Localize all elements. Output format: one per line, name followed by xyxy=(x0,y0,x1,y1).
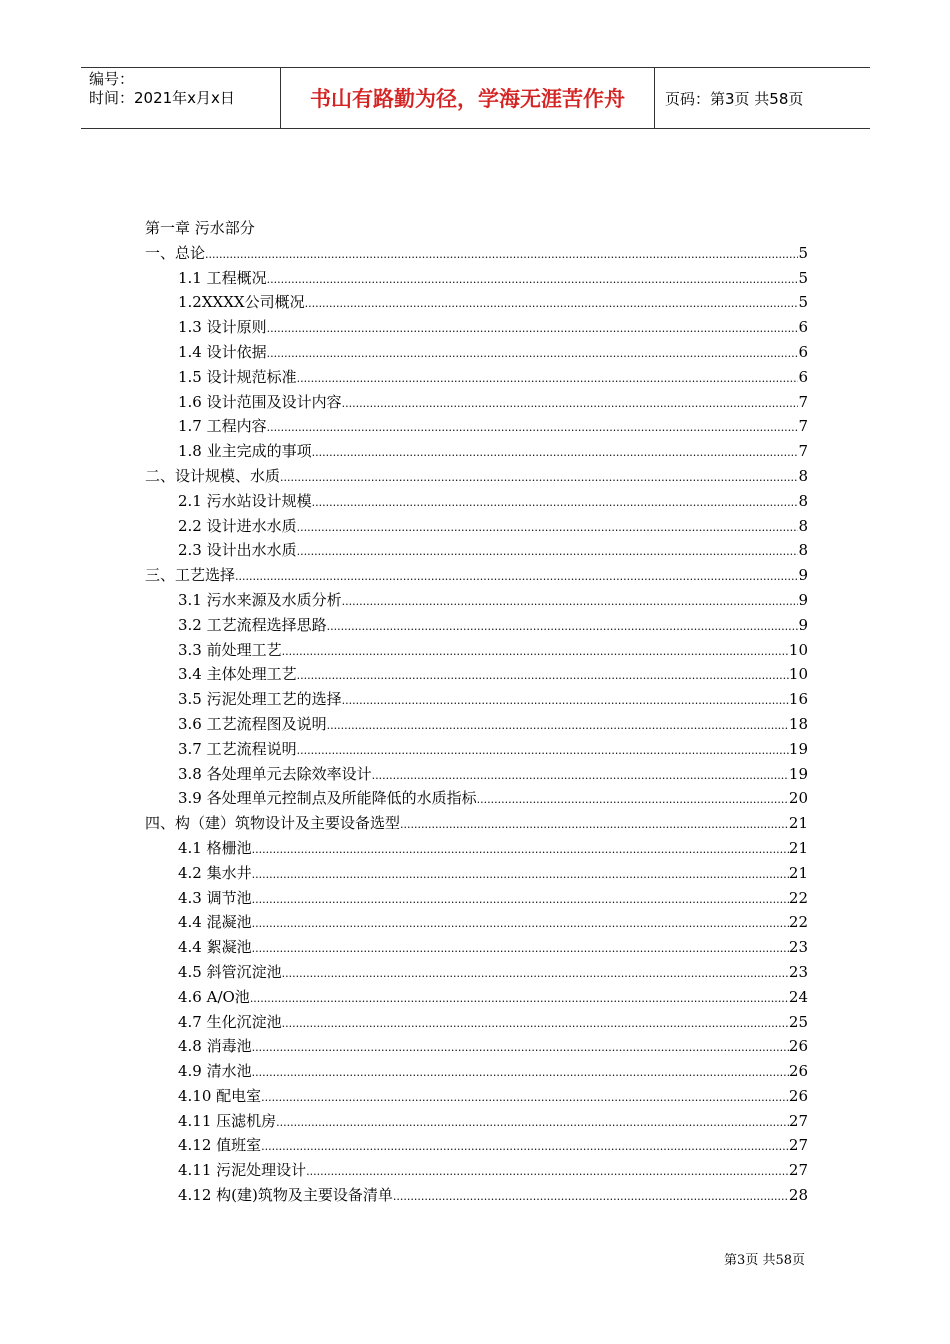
toc-leader-dots xyxy=(235,565,798,590)
toc-entry-label: 1.7 工程内容 xyxy=(178,417,267,436)
toc-entry-page: 9 xyxy=(798,615,808,634)
toc-entry-page: 9 xyxy=(798,590,808,609)
toc-entry-label: 4.4 混凝池 xyxy=(178,913,252,932)
toc-leader-dots xyxy=(327,714,789,739)
toc-entry[interactable] xyxy=(145,935,808,960)
toc-entry[interactable] xyxy=(145,762,808,787)
toc-entry-page: 8 xyxy=(798,516,808,535)
toc-leader-dots xyxy=(252,838,789,863)
toc-entry[interactable] xyxy=(145,241,808,266)
toc-leader-dots xyxy=(312,491,799,516)
toc-entry-page: 27 xyxy=(788,1136,808,1155)
toc-entry-page: 24 xyxy=(788,987,808,1006)
toc-leader-dots xyxy=(261,1135,789,1160)
toc-leader-dots xyxy=(312,441,799,466)
toc-entry-label: 2.1 污水站设计规模 xyxy=(178,491,312,510)
toc-entry[interactable] xyxy=(145,514,808,539)
toc-entry[interactable] xyxy=(145,266,808,291)
toc-entry-page: 18 xyxy=(788,714,808,733)
toc-entry[interactable] xyxy=(145,960,808,985)
toc-leader-dots xyxy=(205,243,798,268)
toc-entry[interactable] xyxy=(145,861,808,886)
toc-leader-dots xyxy=(297,664,789,689)
toc-entry-page: 8 xyxy=(798,541,808,560)
toc-entry-label: 3.2 工艺流程选择思路 xyxy=(178,615,327,634)
toc-entry-label: 3.6 工艺流程图及说明 xyxy=(178,714,327,733)
toc-leader-dots xyxy=(280,466,798,491)
toc-entry[interactable] xyxy=(145,662,808,687)
toc-entry-label: 3.5 污泥处理工艺的选择 xyxy=(178,690,342,709)
toc-leader-dots xyxy=(282,1012,789,1037)
toc-entry[interactable] xyxy=(145,588,808,613)
toc-entry-label: 4.7 生化沉淀池 xyxy=(178,1012,282,1031)
toc-entry[interactable] xyxy=(145,886,808,911)
toc-entry-page: 21 xyxy=(788,838,808,857)
toc-leader-dots xyxy=(267,317,799,342)
document-number-label: 编号： xyxy=(89,70,135,88)
toc-entry-page: 10 xyxy=(788,665,808,684)
toc-entry[interactable] xyxy=(145,687,808,712)
toc-leader-dots xyxy=(250,987,789,1012)
toc-entry[interactable] xyxy=(145,315,808,340)
toc-entry-label: 3.7 工艺流程说明 xyxy=(178,739,297,758)
toc-leader-dots xyxy=(282,962,789,987)
toc-entry-page: 22 xyxy=(788,888,808,907)
toc-leader-dots xyxy=(276,1111,789,1136)
toc-entry-page: 5 xyxy=(798,243,808,262)
chapter-title: 第一章 污水部分 xyxy=(145,219,255,237)
toc-entry[interactable] xyxy=(145,365,808,390)
toc-entry[interactable] xyxy=(145,1084,808,1109)
toc-leader-dots xyxy=(252,863,789,888)
toc-leader-dots xyxy=(297,516,799,541)
toc-entry[interactable] xyxy=(145,489,808,514)
toc-entry[interactable] xyxy=(145,1059,808,1084)
toc-entry-page: 27 xyxy=(788,1111,808,1130)
toc-entry[interactable] xyxy=(145,464,808,489)
toc-leader-dots xyxy=(252,1036,789,1061)
toc-entry-page: 26 xyxy=(788,1037,808,1056)
toc-entry-page: 19 xyxy=(788,764,808,783)
page-header xyxy=(81,67,870,129)
toc-leader-dots xyxy=(477,788,789,813)
toc-entry-label: 4.5 斜管沉淀池 xyxy=(178,962,282,981)
toc-entry-label: 3.3 前处理工艺 xyxy=(178,640,282,659)
document-date-label: 时间：2021年x月x日 xyxy=(89,89,235,107)
toc-entry-page: 7 xyxy=(798,417,808,436)
toc-entry[interactable] xyxy=(145,1133,808,1158)
toc-entry[interactable] xyxy=(145,1109,808,1134)
toc-entry-label: 4.11 压滤机房 xyxy=(178,1111,277,1130)
toc-entry[interactable] xyxy=(145,712,808,737)
toc-leader-dots xyxy=(342,392,799,417)
toc-entry-label: 3.1 污水来源及水质分析 xyxy=(178,590,342,609)
toc-entry-page: 6 xyxy=(798,367,808,386)
toc-entry-page: 5 xyxy=(798,268,808,287)
toc-leader-dots xyxy=(252,1061,789,1086)
header-motto: 书山有路勤为径，学海无涯苦作舟 xyxy=(281,68,655,128)
toc-entry-label: 1.3 设计原则 xyxy=(178,318,267,337)
toc-entry-label: 3.9 各处理单元控制点及所能降低的水质指标 xyxy=(178,789,477,808)
toc-leader-dots xyxy=(282,640,789,665)
toc-entry[interactable] xyxy=(145,414,808,439)
toc-leader-dots xyxy=(252,888,789,913)
toc-entry-label: 4.12 构(建)筑物及主要设备清单 xyxy=(178,1186,393,1205)
toc-entry-page: 23 xyxy=(788,962,808,981)
toc-entry[interactable] xyxy=(145,538,808,563)
toc-leader-dots xyxy=(297,739,789,764)
toc-entry[interactable] xyxy=(145,1034,808,1059)
toc-entry-label: 4.8 消毒池 xyxy=(178,1037,252,1056)
toc-leader-dots xyxy=(393,1185,789,1210)
toc-entry-label: 1.5 设计规范标准 xyxy=(178,367,297,386)
toc-entry[interactable] xyxy=(145,439,808,464)
toc-entry-page: 26 xyxy=(788,1062,808,1081)
toc-entry-label: 4.9 清水池 xyxy=(178,1062,252,1081)
toc-leader-dots xyxy=(267,416,799,441)
toc-entry-label: 4.10 配电室 xyxy=(178,1086,262,1105)
toc-entry-page: 7 xyxy=(798,392,808,411)
toc-entry-label: 4.4 絮凝池 xyxy=(178,938,252,957)
toc-leader-dots xyxy=(267,268,799,293)
toc-entry[interactable] xyxy=(145,613,808,638)
toc-leader-dots xyxy=(372,764,789,789)
toc-entry-label: 4.12 值班室 xyxy=(178,1136,262,1155)
toc-entry-page: 6 xyxy=(798,342,808,361)
page-footer: 第3页 共58页 xyxy=(724,1253,805,1268)
toc-entry-page: 21 xyxy=(788,814,808,833)
header-page-number: 页码：第3页 共58页 xyxy=(665,89,804,108)
toc-entry-label: 4.2 集水井 xyxy=(178,863,252,882)
toc-entry-label: 3.4 主体处理工艺 xyxy=(178,665,297,684)
toc-entry-label: 一、总论 xyxy=(145,243,206,262)
toc-entry[interactable] xyxy=(145,290,808,315)
toc-entry-page: 10 xyxy=(788,640,808,659)
toc-entry-label: 四、构（建）筑物设计及主要设备选型 xyxy=(145,814,401,833)
toc-entry[interactable] xyxy=(145,563,808,588)
toc-entry-list xyxy=(145,241,808,1208)
toc-entry-label: 2.2 设计进水水质 xyxy=(178,516,297,535)
toc-leader-dots xyxy=(261,1086,789,1111)
toc-leader-dots xyxy=(342,689,789,714)
toc-entry[interactable] xyxy=(145,1010,808,1035)
toc-entry-page: 20 xyxy=(788,789,808,808)
toc-entry-page: 22 xyxy=(788,913,808,932)
toc-entry[interactable] xyxy=(145,340,808,365)
toc-leader-dots xyxy=(400,813,789,838)
toc-entry-page: 9 xyxy=(798,566,808,585)
toc-entry-page: 26 xyxy=(788,1086,808,1105)
toc-entry-page: 7 xyxy=(798,442,808,461)
toc-leader-dots xyxy=(252,912,789,937)
toc-leader-dots xyxy=(267,342,799,367)
toc-leader-dots xyxy=(297,367,799,392)
toc-entry[interactable] xyxy=(145,1183,808,1208)
toc-entry-page: 19 xyxy=(788,739,808,758)
toc-entry-page: 5 xyxy=(798,293,808,312)
toc-entry[interactable] xyxy=(145,811,808,836)
toc-entry-page: 21 xyxy=(788,863,808,882)
toc-entry-page: 16 xyxy=(788,690,808,709)
toc-entry-label: 1.1 工程概况 xyxy=(178,268,267,287)
toc-entry-label: 3.8 各处理单元去除效率设计 xyxy=(178,764,372,783)
toc-entry[interactable] xyxy=(145,737,808,762)
toc-entry-label: 2.3 设计出水水质 xyxy=(178,541,297,560)
toc-entry-page: 27 xyxy=(788,1161,808,1180)
toc-entry[interactable] xyxy=(145,390,808,415)
toc-entry[interactable] xyxy=(145,1158,808,1183)
toc-entry-label: 4.6 A/O池 xyxy=(178,987,250,1006)
toc-entry-page: 28 xyxy=(788,1186,808,1205)
toc-entry[interactable] xyxy=(145,638,808,663)
toc-entry-label: 1.6 设计范围及设计内容 xyxy=(178,392,342,411)
toc-entry-page: 8 xyxy=(798,466,808,485)
table-of-contents xyxy=(145,216,808,1208)
toc-entry-page: 25 xyxy=(788,1012,808,1031)
toc-entry-label: 二、设计规模、水质 xyxy=(145,466,281,485)
toc-leader-dots xyxy=(342,590,799,615)
toc-entry-label: 三、工艺选择 xyxy=(145,566,236,585)
toc-leader-dots xyxy=(252,937,789,962)
toc-entry-label: 4.1 格栅池 xyxy=(178,838,252,857)
toc-leader-dots xyxy=(305,292,799,317)
toc-entry[interactable] xyxy=(145,836,808,861)
toc-entry[interactable] xyxy=(145,786,808,811)
toc-entry-label: 4.11 污泥处理设计 xyxy=(178,1161,307,1180)
toc-entry-label: 1.2XXXX公司概况 xyxy=(178,293,305,312)
toc-entry-label: 1.4 设计依据 xyxy=(178,342,267,361)
toc-leader-dots xyxy=(327,615,799,640)
toc-entry[interactable] xyxy=(145,985,808,1010)
toc-entry-label: 1.8 业主完成的事项 xyxy=(178,442,312,461)
toc-leader-dots xyxy=(297,540,799,565)
toc-entry-page: 23 xyxy=(788,938,808,957)
header-meta xyxy=(81,68,281,128)
toc-entry[interactable] xyxy=(145,910,808,935)
toc-entry-page: 6 xyxy=(798,318,808,337)
toc-entry-page: 8 xyxy=(798,491,808,510)
toc-leader-dots xyxy=(306,1160,789,1185)
toc-entry-label: 4.3 调节池 xyxy=(178,888,252,907)
